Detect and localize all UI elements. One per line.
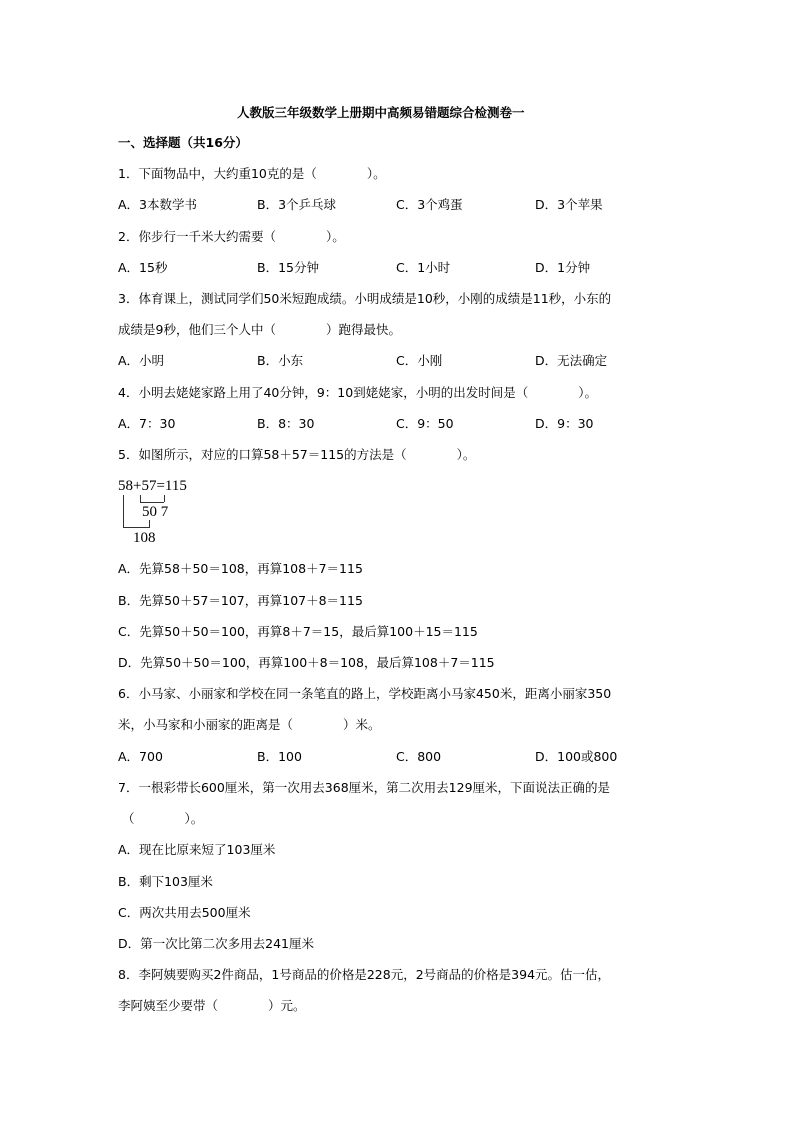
option-d: D．9：30	[535, 416, 594, 431]
option-b: B．15分钟	[257, 260, 319, 275]
option-c: C．小刚	[396, 353, 443, 368]
page-title: 人教版三年级数学上册期中高频易错题综合检测卷一	[237, 105, 525, 120]
question-text: 1．下面物品中，大约重10克的是（ ）。	[118, 166, 386, 181]
option-b: B．先算50＋57＝107，再算107＋8＝115	[118, 593, 363, 608]
option-d: D．第一次比第二次多用去241厘米	[118, 936, 314, 951]
question-text-continued: 李阿姨至少要带（ ）元。	[118, 998, 306, 1013]
option-a: A．现在比原来短了103厘米	[118, 842, 276, 857]
diagram-line	[164, 495, 165, 502]
question-text: 7．一根彩带长600厘米，第一次用去368厘米，第二次用去129厘米，下面说法正确的是	[118, 780, 611, 795]
diagram-line	[140, 495, 141, 502]
option-d: D．1分钟	[535, 260, 591, 275]
diagram-equation: 58+57=115	[118, 478, 187, 494]
question-text-continued: 米，小马家和小丽家的距离是（ ）米。	[118, 717, 381, 732]
question-text: 6．小马家、小丽家和学校在同一条笔直的路上，学校距离小马家450米，距离小丽家350	[118, 686, 612, 701]
option-b: B．小东	[257, 353, 304, 368]
option-c: C．两次共用去500厘米	[118, 905, 251, 920]
question-text: 8．李阿姨要购买2件商品，1号商品的价格是228元，2号商品的价格是394元。估一估，	[118, 967, 611, 982]
option-c: C．1小时	[396, 260, 451, 275]
diagram-line	[140, 502, 164, 503]
option-c: C．3个鸡蛋	[396, 197, 463, 212]
option-a: A．700	[118, 749, 163, 764]
diagram-line	[149, 520, 150, 528]
diagram-line	[123, 527, 149, 528]
option-a: A．小明	[118, 353, 165, 368]
option-c: C．800	[396, 749, 442, 764]
option-c: C．先算50＋50＝100，再算8＋7＝15，最后算100＋15＝115	[118, 624, 478, 639]
diagram-result: 108	[133, 530, 156, 546]
option-b: B．3个乒乓球	[257, 197, 337, 212]
option-d: D．无法确定	[535, 353, 608, 368]
option-a: A．15秒	[118, 260, 168, 275]
question-text-continued: （ ）。	[122, 811, 204, 826]
option-b: B．100	[257, 749, 302, 764]
diagram-split: 50 7	[142, 504, 169, 520]
question-text: 2．你步行一千米大约需要（ ）。	[118, 229, 345, 244]
option-a: A．先算58＋50＝108，再算108＋7＝115	[118, 561, 363, 576]
option-a: A．3本数学书	[118, 197, 198, 212]
mental-math-diagram	[118, 474, 218, 550]
section-heading: 一、选择题（共16分）	[118, 135, 248, 150]
question-text: 3．体育课上，测试同学们50米短跑成绩。小明成绩是10秒，小刚的成绩是11秒，小东的	[118, 291, 612, 306]
option-c: C．9：50	[396, 416, 454, 431]
diagram-line	[123, 495, 124, 527]
option-d: D．3个苹果	[535, 197, 603, 212]
option-b: B．8：30	[257, 416, 315, 431]
question-text: 4．小明去姥姥家路上用了40分钟，9：10到姥姥家，小明的出发时间是（ ）。	[118, 385, 597, 400]
option-a: A．7：30	[118, 416, 176, 431]
question-text-continued: 成绩是9秒，他们三个人中（ ）跑得最快。	[118, 322, 401, 337]
option-b: B．剩下103厘米	[118, 874, 213, 889]
option-d: D．100或800	[535, 749, 618, 764]
question-text: 5．如图所示，对应的口算58＋57＝115的方法是（ ）。	[118, 447, 476, 462]
option-d: D．先算50＋50＝100，再算100＋8＝108，最后算108＋7＝115	[118, 655, 495, 670]
